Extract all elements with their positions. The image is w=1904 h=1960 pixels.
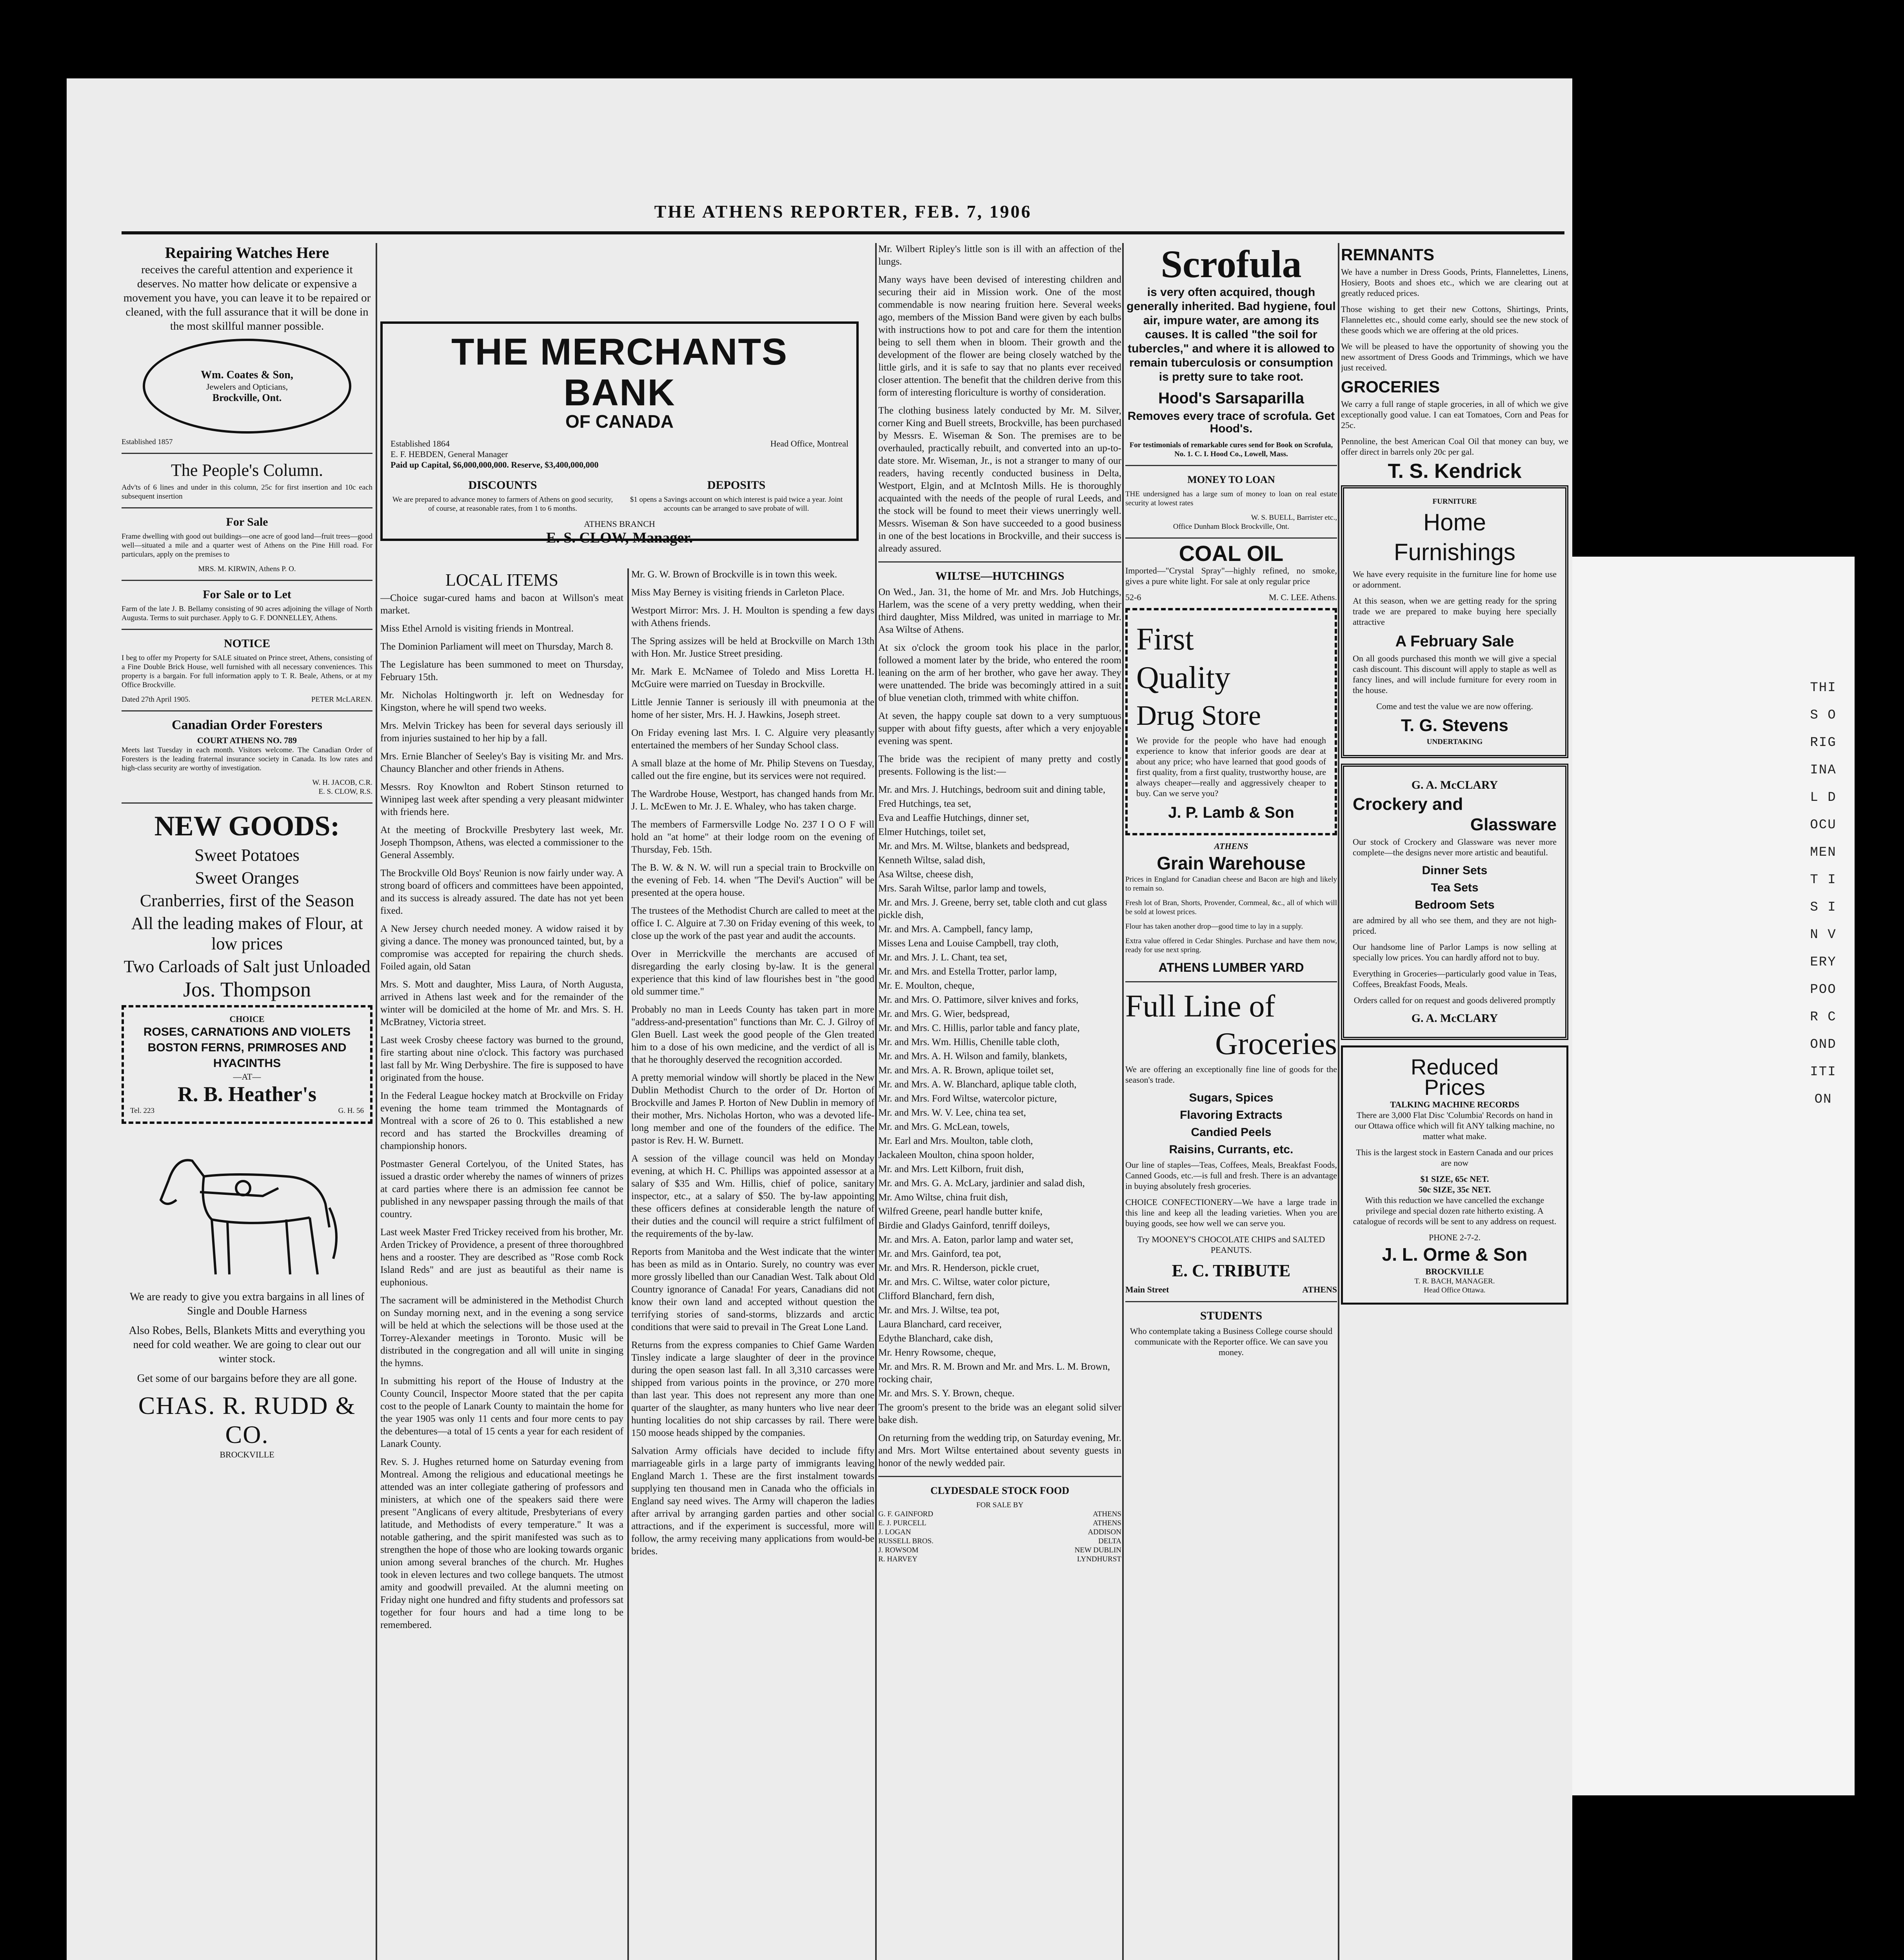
bank-services	[391, 475, 848, 519]
tribute-street: Main Street	[1125, 1285, 1169, 1294]
gift-item: Mr. and Mrs. Ford Wiltse, watercolor picture,	[878, 1093, 1057, 1104]
foresters-sub: COURT ATHENS NO. 789	[197, 735, 297, 745]
tribute-address	[1125, 1284, 1337, 1295]
loan-body: THE undersigned has a large sum of money to loan on real estate security at lowest rates	[1125, 490, 1337, 507]
gift-item: Asa Wiltse, cheese dish,	[878, 869, 974, 880]
orme-office: Head Office Ottawa.	[1424, 1286, 1486, 1294]
gift-item: Elmer Hutchings, toilet set,	[878, 827, 986, 837]
dealer-town: DELTA	[1098, 1537, 1121, 1545]
groceries-item: Candied Peels	[1191, 1126, 1272, 1139]
new-goods-item: Two Carloads of Salt just Unloaded	[124, 957, 371, 976]
discounts-body: We are prepared to advance money to farmers of Athens on good security, of course, at reasonable rates, from 1 to 6 months.	[392, 495, 613, 513]
reduced-sub: TALKING MACHINE RECORDS	[1390, 1100, 1519, 1109]
dealer-town: ATHENS	[1093, 1519, 1121, 1527]
coates-established: Established 1857	[122, 438, 173, 446]
foresters-sign-1: W. H. JACOB, C.R.	[312, 779, 372, 787]
gift-item: Mr. and Mrs. O. Pattimore, silver knives and forks,	[878, 995, 1079, 1005]
heather-flowers: ROSES, CARNATIONS AND VIOLETS BOSTON FERNS, PRIMROSES AND HYACINTHS	[143, 1025, 351, 1070]
divider	[122, 453, 372, 454]
local-item: Over in Merrickville the merchants are accused of disregarding the early closing by-law. It is the general experience that this kind of law flourishes best in "the good old summer time."	[631, 949, 874, 997]
gift-item: Mr. Earl and Mrs. Moulton, table cloth,	[878, 1136, 1033, 1146]
local-item: The trustees of the Methodist Church are called to meet at the office I. C. Alguire at 7.30 on Friday evening of this week, to close up the work of the past year and audit the accounts.	[631, 906, 874, 941]
peoples-column-rates: Adv'ts of 6 lines and under in this column, 25c for first insertion and 10c each subsequent insertion	[122, 483, 372, 501]
news-item: Many ways have been devised of interesting children and securing their aid in Mission work. One of the most commendable is now nearing fruition here. Several weeks ago, members of the Mission Band were given by each bulbs with instructions how to pot and care for them the intention being to sell them when in bloom. Their growth and the development of the flower are being closely watched by the little girls, and it is safe to say that no plants ever received closer attention. The benefit that the children derive from this form of interesting floriculture is worthy of consideration.	[878, 274, 1121, 398]
local-item: Miss Ethel Arnold is visiting friends in Montreal.	[380, 623, 574, 634]
home-heading-1: Home	[1423, 509, 1486, 535]
deposits-heading: DEPOSITS	[707, 479, 766, 492]
mcclary-name-footer: G. A. McCLARY	[1411, 1012, 1498, 1025]
mcclary-item: Bedroom Sets	[1415, 898, 1495, 911]
column-rule	[1122, 243, 1124, 1960]
coates-city: Brockville, Ont.	[212, 392, 282, 403]
column-rule	[376, 243, 377, 1960]
mcclary-ad	[1341, 764, 1568, 1040]
grain-paragraph: Flour has taken another drop—good time to lay in a supply.	[1125, 922, 1303, 931]
gift-item: Mr. and Mrs. A. Eaton, parlor lamp and water set,	[878, 1234, 1074, 1245]
gift-item: Wilfred Greene, pearl handle butter knife,	[878, 1206, 1043, 1217]
dealer-name: J. LOGAN	[878, 1528, 911, 1536]
bank-established: Established 1864	[391, 439, 450, 448]
grain-town: ATHENS	[1214, 841, 1248, 851]
gift-item: Fred Hutchings, tea set,	[878, 799, 971, 809]
groceries-paragraph: We carry a full range of staple groceries, in all of which we give exceptionally good value. I can eat Tomatoes, Corn and Peas for 25c.	[1341, 399, 1568, 430]
dealer-row	[878, 1528, 1121, 1537]
groceries-body: We are offering an exceptionally fine line of goods for the season's trade.	[1125, 1064, 1337, 1085]
remnants-paragraph: We have a number in Dress Goods, Prints, Flannelettes, Linens, Hosiery, Boots and shoes etc., which we are clearing out at greatly reduced prices.	[1341, 267, 1568, 298]
dealer-town: ATHENS	[1093, 1510, 1121, 1518]
bank-manager: E. F. HEBDEN, General Manager	[391, 449, 508, 459]
gift-item: Mr. and Mrs. C. Hillis, parlor table and fancy plate,	[878, 1023, 1080, 1033]
notice-date: Dated 27th April 1905.	[122, 695, 191, 704]
home-paragraph: On all goods purchased this month we will give a special cash discount. This discount will apply to staple as well as fancy lines, and will include furniture for every room in the house.	[1353, 653, 1557, 695]
groceries-heading: GROCERIES	[1341, 377, 1440, 396]
local-item: The members of Farmersville Lodge No. 237 I O O F will hold an "at home" at their lodge room on the evening of Thursday, Feb. 15th.	[631, 819, 874, 855]
grain-paragraph: Extra value offered in Cedar Shingles. Purchase and have them now, ready for use next spring.	[1125, 937, 1337, 954]
divider	[1125, 981, 1337, 982]
local-item: The Dominion Parliament will meet on Thursday, March 8.	[380, 641, 613, 652]
wedding-paragraph: On Wed., Jan. 31, the home of Mr. and Mrs. Job Hutchings, Harlem, was the scene of a very pretty wedding, when their third daughter, Miss Mildred, was united in marriage to Mr. Asa Wiltse of Athens.	[878, 587, 1121, 635]
new-goods-item: Sweet Potatoes	[194, 846, 300, 865]
undertaking-label: UNDERTAKING	[1426, 738, 1483, 746]
new-goods-heading: NEW GOODS:	[154, 810, 340, 842]
divider	[1125, 537, 1337, 539]
dealer-town: NEW DUBLIN	[1074, 1546, 1121, 1554]
dealer-row	[878, 1537, 1121, 1546]
dealer-row	[878, 1546, 1121, 1555]
gift-item: Mr. and Mrs. R. Henderson, pickle cruet,	[878, 1263, 1039, 1273]
gift-item: Mr. E. Moulton, cheque,	[878, 980, 975, 991]
watch-ad-body: receives the careful attention and experience it deserves. No matter how delicate or expensive a movement you have, you can leave it to be repaired or cleaned, with the full assurance that it will be done in the most skillful manner possible.	[123, 263, 371, 332]
for-let-heading: For Sale or to Let	[203, 588, 291, 601]
groceries-item: Sugars, Spices	[1189, 1091, 1274, 1104]
watch-ad-heading: Repairing Watches Here	[165, 244, 329, 261]
new-goods-item: All the leading makes of Flour, at low prices	[131, 914, 363, 953]
remnants-heading: REMNANTS	[1341, 245, 1434, 264]
home-heading-2: Furnishings	[1393, 539, 1516, 565]
reduced-heading-1: Reduced	[1410, 1054, 1499, 1079]
local-item: Mrs. S. Mott and daughter, Miss Laura, of North Augusta, arrived in Athens last week and for the remainder of the winter will be domiciled at the home of Mr. and Mrs. S. H. McBratney, Victoria street.	[380, 979, 623, 1027]
condition-note: THIS ORIGINAL DOCUMENT IS IN VERY POOR CONDITION	[1810, 681, 1837, 1107]
remnants-paragraph: Those wishing to get their new Cottons, Shirtings, Prints, Flannelettes etc., should come early, should see the new stock of these goods which we are offering at the old prices.	[1341, 304, 1568, 335]
for-sale-heading: For Sale	[226, 515, 268, 528]
column-rule	[1338, 243, 1339, 1960]
mcclary-paragraph: Our stock of Crockery and Glassware was never more complete—the designs never more artistic and beautiful.	[1353, 837, 1557, 857]
home-paragraph: We have every requisite in the furniture line for home use or adornment.	[1353, 569, 1557, 590]
coal-oil-ref: 52-6	[1125, 592, 1141, 602]
new-goods-item: Sweet Oranges	[195, 868, 299, 887]
heather-name: R. B. Heather's	[178, 1082, 316, 1106]
home-furnishings-ad	[1341, 485, 1568, 758]
masthead: THE ATHENS REPORTER, FEB. 7, 1906	[122, 196, 1564, 234]
grain-heading: Grain Warehouse	[1157, 853, 1306, 873]
merchants-bank-ad	[380, 321, 859, 546]
mcclary-paragraph: are admired by all who see them, and they are not high-priced.	[1353, 915, 1557, 936]
coal-oil-footer	[1125, 592, 1337, 603]
gift-item: Mr. and Mrs. G. McLean, towels,	[878, 1122, 1010, 1132]
divider	[1125, 1301, 1337, 1302]
gift-item: Mr. and Mrs. J. L. Chant, tea set,	[878, 952, 1007, 963]
deposits-body: $1 opens a Savings account on which interest is paid twice a year. Joint accounts can be arranged to save probate of will.	[630, 495, 843, 513]
notice-heading: NOTICE	[223, 637, 271, 650]
remnants-paragraph: We will be pleased to have the opportunity of showing you the new assortment of Dress Goods and Trimmings, which we have just received.	[1341, 341, 1568, 372]
students-body: Who contemplate taking a Business College course should communicate with the Reporter office. We can save you money.	[1130, 1326, 1333, 1357]
local-item: Mrs. Ernie Blancher of Seeley's Bay is visiting Mr. and Mrs. Chauncy Blancher and other friends in Athens.	[380, 751, 623, 774]
local-item: Reports from Manitoba and the West indicate that the winter has been as mild as in Ontario. Surely, no country was ever more grossly libelled than our Canadian West. Talk about Old Country ignorance of Canada! For years, Canadians did not know their own land and accepted without question the terrifying stories of sand-storms, blizzards and arctic conditions that were said to prevail in The Great Lone Land.	[631, 1247, 874, 1332]
divider	[122, 802, 372, 804]
groceries-paragraph: Pennoline, the best American Coal Oil that money can buy, we offer direct in barrels only 20c per gal.	[1341, 436, 1568, 457]
local-item: A small blaze at the home of Mr. Philip Stevens on Tuesday, called out the fire engine, but its services were not required.	[631, 758, 874, 781]
students-heading: STUDENTS	[1200, 1309, 1263, 1322]
gift-item: Mr. and Mrs. M. Wiltse, blankets and bedspread,	[878, 841, 1070, 851]
furniture-label: FURNITURE	[1432, 497, 1477, 506]
rudd-body: We are ready to give you extra bargains in all lines of Single and Double Harness	[129, 1291, 365, 1317]
groceries-heading-1: Full Line of	[1125, 989, 1275, 1024]
dealer-name: G. F. GAINFORD	[878, 1510, 933, 1518]
local-item: The Legislature has been summoned to meet on Thursday, February 15th.	[380, 659, 623, 682]
coal-oil-body: Imported—"Crystal Spray"—highly refined, no smoke, gives a pure white light. For sale at only regular price	[1125, 566, 1337, 586]
scrofula-body: is very often acquired, though generally inherited. Bad hygiene, foul air, impure water, are among its causes. It is called "the soil for tubercles," and where it is allowed to remain tuberculosis or consumption is pretty sure to take root.	[1126, 286, 1336, 383]
orme-city: BROCKVILLE	[1425, 1267, 1484, 1276]
newspaper-page	[67, 78, 1572, 1960]
heather-contacts	[130, 1106, 364, 1115]
drug-heading-1: First	[1136, 622, 1194, 657]
gift-item: Mr. and Mrs. A. R. Brown, aplique toilet set,	[878, 1065, 1054, 1076]
local-item: The Wardrobe House, Westport, has changed hands from Mr. J. L. McEwen to Mr. J. E. Whaley, who has taken charge.	[631, 789, 874, 812]
foresters-body: Meets last Tuesday in each month. Visitors welcome. The Canadian Order of Foresters is the leading fraternal insurance society in Canada. Its low rates and high-class security are worthy of investigation.	[122, 746, 372, 772]
gift-item: Birdie and Gladys Gainford, tenriff doileys,	[878, 1220, 1050, 1231]
news-item: The clothing business lately conducted by Mr. M. Silver, corner King and Buell streets, Brockville, has been purchased by Messrs. E. Wiseman & Son. The premises are to be overhauled, practically rebuilt, and converted into an up-to-date store. Mr. Wiseman, Jr., is not a stranger to many of our readers, having recently conducted business in Delta, Westport, Elgin, and at McIntosh Mills. He is thoroughly acquainted with the needs of the people of rural Leeds, and the stock will be found to meet their views unerringly well. Messrs. Wiseman & Son have succeeded to a good business in one of the best locations in Brockville, and their success is already assured.	[878, 405, 1121, 554]
grain-paragraph: Prices in England for Canadian cheese and Bacon are high and likely to remain so.	[1125, 875, 1337, 893]
gift-item: Mr. and Mrs. J. Greene, berry set, table cloth and cut glass pickle dish,	[878, 897, 1107, 920]
gift-item: Mr. and Mrs. and Estella Trotter, parlor lamp,	[878, 966, 1057, 977]
divider	[1125, 465, 1337, 466]
bank-branch: ATHENS BRANCH	[584, 519, 655, 529]
notice-sign: PETER McLAREN.	[311, 695, 372, 704]
home-paragraph: Come and test the value we are now offering.	[1376, 701, 1533, 711]
bank-deposits	[624, 475, 848, 519]
divider	[122, 629, 372, 630]
dealer-name: J. ROWSOM	[878, 1546, 919, 1554]
column-rule	[875, 243, 877, 1960]
for-let-body: Farm of the late J. B. Bellamy consisting of 90 acres adjoining the village of North Augusta. Terms to suit purchaser. Apply to G. F. DONNELLEY, Athens.	[122, 605, 372, 622]
local-item: Postmaster General Cortelyou, of the United States, has issued a drastic order whereby the names of winners of prizes at card parties where there is an admission fee cannot be published in any newspaper passing through the mails of that country.	[380, 1159, 623, 1220]
reduced-prices-ad	[1341, 1045, 1568, 1305]
horse-harness-illustration	[145, 1129, 349, 1286]
clydesdale-sub: FOR SALE BY	[976, 1501, 1024, 1509]
notice-body: I beg to offer my Property for SALE situated on Prince street, Athens, consisting of a Fine Double Brick House, well furnished with all necessary conveniences. This property is a bargain. For full information apply to T. R. Beale, Athens, or at my Office Brockville.	[122, 654, 372, 689]
divider	[878, 1476, 1121, 1477]
gift-item: Mr. and Mrs. J. Wiltse, tea pot,	[878, 1305, 999, 1316]
heather-choice: CHOICE	[229, 1014, 265, 1024]
divider	[878, 561, 1121, 563]
gift-item: Kenneth Wiltse, salad dish,	[878, 855, 985, 866]
dealer-name: E. J. PURCELL	[878, 1519, 927, 1527]
wedding-paragraph: The bride was the recipient of many pretty and costly presents. Following is the list:—	[878, 754, 1121, 777]
dealer-row	[878, 1555, 1121, 1564]
tribute-name: E. C. TRIBUTE	[1172, 1261, 1291, 1280]
dealer-town: LYNDHURST	[1077, 1555, 1121, 1563]
local-items-column-a	[380, 568, 623, 1960]
foresters-heading: Canadian Order Foresters	[171, 718, 323, 732]
gift-item: Edythe Blanchard, cake dish,	[878, 1333, 993, 1344]
local-item: A New Jersey church needed money. A widow raised it by giving a dance. The money was pronounced tainted, but, by a compromise was accepted for repairing the church sheds. Foiled again, old Satan	[380, 924, 623, 972]
local-item: —Choice sugar-cured hams and bacon at Willson's meat market.	[380, 593, 623, 616]
drug-body: We provide for the people who have had enough experience to know that inferior goods are dear at about any price; who have learned that good goods of first quality, from a first quality, trustworthy house, are always cheaper—really and aggressively cheaper to buy. Can we serve you?	[1136, 735, 1326, 798]
gift-item: Mr. and Mrs. A. H. Wilson and family, blankets,	[878, 1051, 1067, 1062]
new-goods-item: Cranberries, first of the Season	[140, 891, 354, 910]
reduced-paragraph: This is the largest stock in Eastern Canada and our prices are now	[1356, 1147, 1553, 1168]
gift-item: Mr. and Mrs. G. A. McLary, jardinier and salad dish,	[878, 1178, 1085, 1189]
local-item: A session of the village council was held on Monday evening, at which H. C. Phillips was appointed assessor at a salary of $35 and Wm. Hillis, chief of police, sanitary inspector, etc., at a salary of $50. The by-law appointing these officers defines at considerable length the nature of their duties and the council will require a strict fulfilment of the requirements of the by-law.	[631, 1153, 874, 1239]
bank-title: THE MERCHANTS BANK	[451, 331, 788, 414]
local-item: At the meeting of Brockville Presbytery last week, Mr. Joseph Thompson, Athens, was elected a commissioner to the General Assembly.	[380, 825, 623, 860]
document-condition-flap	[1572, 557, 1855, 1795]
coal-oil-sign: M. C. LEE. Athens.	[1268, 592, 1337, 602]
local-item: Rev. S. J. Hughes returned home on Saturday evening from Montreal. Among the religious and educational meetings he attended was an inter collegiate gathering of professors and ministers, at which one of the speakers said there were present "Anglicans of every altitude, Presbyterians of every latitude, and Methodists of every temperature." It was a notable gathering, and the spirit manifested was such as to strengthen the hope of those who are looking towards organic union among several branches of the church. Mr. Hughes took in eleven lectures and two college banquets. The utmost amity and goodwill prevailed. At the alumni meeting on Friday night one hundred and fifty students and professors sat together for four hours and had a time long to be remembered.	[380, 1457, 623, 1630]
scrofula-heading: Scrofula	[1161, 243, 1302, 286]
mcclary-paragraph: Everything in Groceries—particularly good value in Teas, Coffees, Breakfast Foods, Meals.	[1353, 969, 1557, 989]
loan-sign: W. S. BUELL, Barrister etc.,	[1251, 514, 1337, 522]
new-goods-sign: Jos. Thompson	[183, 978, 311, 1001]
divider	[122, 710, 372, 711]
wedding-paragraph: The groom's present to the bride was an elegant solid silver bake dish.	[878, 1402, 1121, 1425]
rudd-name: CHAS. R. RUDD & CO.	[138, 1392, 356, 1448]
heather-ad	[122, 1005, 372, 1124]
gift-item: Mr. and Mrs. S. Y. Brown, cheque.	[878, 1388, 1015, 1399]
reduced-paragraph: There are 3,000 Flat Disc 'Columbia' Records on hand in our Ottawa office which will fit ANY talking machine, no matter what make.	[1355, 1110, 1555, 1141]
gift-item: Mr. and Mrs. W. V. Lee, china tea set,	[878, 1107, 1026, 1118]
local-item: The sacrament will be administered in the Methodist Church on Sunday morning next, and in the evening a song service will be held at which the selections will be those used at the Torrey-Alexander meetings in Toronto. Music will be distributed in the congregation and all will unite in singing the hymns.	[380, 1295, 623, 1368]
gift-item: Jackaleen Moulton, china spoon holder,	[878, 1150, 1034, 1160]
mcclary-item: Dinner Sets	[1422, 864, 1488, 877]
price-2: 50c SIZE, 35c NET.	[1418, 1185, 1491, 1194]
rudd-body-2: Also Robes, Bells, Blankets Mitts and everything you need for cold weather. We are going to clear out our winter stock.	[129, 1325, 365, 1365]
groceries-paragraph: Our line of staples—Teas, Coffees, Meals, Breakfast Foods, Canned Goods, etc.—is full and fresh. There is an advantage in buying absolutely fresh groceries.	[1125, 1160, 1337, 1191]
foresters-sign-2: E. S. CLOW, R.S.	[318, 788, 372, 796]
local-item: Messrs. Roy Knowlton and Robert Stinson returned to Winnipeg last week after spending a very pleasant midwinter with friends here.	[380, 782, 623, 817]
drug-sign: J. P. Lamb & Son	[1168, 804, 1294, 821]
february-sale: A February Sale	[1395, 633, 1514, 650]
gift-item: Clifford Blanchard, fern dish,	[878, 1291, 994, 1301]
local-items-heading: LOCAL ITEMS	[445, 570, 559, 590]
coates-logo	[143, 339, 351, 434]
dealer-row	[878, 1519, 1121, 1528]
groceries-paragraph: Try MOONEY'S CHOCOLATE CHIPS and SALTED PEANUTS.	[1137, 1234, 1325, 1255]
reduced-paragraph: With this reduction we have cancelled the exchange privilege and special dozen rate hitherto existing. A catalogue of records will be sent to any address on request.	[1353, 1195, 1557, 1226]
gift-item: Misses Lena and Louise Campbell, tray cloth,	[878, 938, 1059, 949]
coal-oil-heading: COAL OIL	[1179, 541, 1284, 566]
groceries-paragraph: CHOICE CONFECTIONERY—We have a large trade in this line and keep all the leading varieties. When you are buying goods, see how well we can serve you.	[1125, 1197, 1337, 1228]
dealer-name: R. HARVEY	[878, 1555, 917, 1563]
for-sale-body: Frame dwelling with good out buildings—one acre of good land—fruit trees—good well—situated a mile and a quarter west of Athens on the Pine Hill road. For particulars, apply on the premises to	[122, 532, 372, 559]
local-item: Little Jennie Tanner is seriously ill with pneumonia at the home of her sister, Mrs. H. J. Hawkins, Joseph street.	[631, 697, 874, 720]
local-item: Mr. G. W. Brown of Brockville is in town this week.	[631, 569, 837, 580]
gift-item: Mr. and Mrs. A. Campbell, fancy lamp,	[878, 924, 1033, 935]
rudd-city: BROCKVILLE	[220, 1450, 274, 1459]
local-item: Returns from the express companies to Chief Game Warden Tinsley indicate a large slaughter of deer in the province during the open season last fall. In all 3,310 carcasses were shipped from various points in the province, or 270 more than last year. This does not represent any more than one quarter of the slaughter, as many hunters who live near deer hunting localities do not ship carcasses by rail. There were 150 moose heads shipped by the companies.	[631, 1340, 874, 1438]
local-item: Salvation Army officials have decided to include fifty marriageable girls in a large party of immigrants leaving England March 1. These are the first instalment towards supplying ten thousand men in Canada who the officials in England say need wives. The Army will chaperon the ladies after arrival by arranging garden parties and other social attractions, and if the experiment is successful, more will follow, the army receiving many applications from would-be brides.	[631, 1446, 874, 1557]
gift-item: Mr. Henry Rowsome, cheque,	[878, 1347, 996, 1358]
local-item: Mr. Nicholas Holtingworth jr. left on Wednesday for Kingston, where he will spend two weeks.	[380, 690, 623, 713]
local-item: Westport Mirror: Mrs. J. H. Moulton is spending a few days with Athens friends.	[631, 605, 874, 628]
mcclary-name: G. A. McCLARY	[1411, 779, 1498, 791]
local-item: Mrs. Melvin Trickey has been for several days seriously ill from injuries sustained to her hip by a fall.	[380, 720, 623, 744]
local-item: The B. W. & N. W. will run a special train to Brockville on the evening of Feb. 14. when "The Devil's Auction" will be presented at the opera house.	[631, 862, 874, 898]
hoods-heading: Hood's Sarsaparilla	[1158, 390, 1304, 407]
gift-item: Laura Blanchard, card receiver,	[878, 1319, 1002, 1330]
dealer-name: RUSSELL BROS.	[878, 1537, 934, 1545]
gift-item: Mr. and Mrs. G. Wier, bedspread,	[878, 1009, 1010, 1019]
gift-item: Mr. and Mrs. R. M. Brown and Mr. and Mrs. L. M. Brown, rocking chair,	[878, 1361, 1110, 1385]
gift-item: Mr. and Mrs. Gainford, tea pot,	[878, 1249, 1001, 1259]
column-3	[878, 243, 1121, 1960]
loan-office: Office Dunham Block Brockville, Ont.	[1173, 523, 1290, 531]
hoods-fine-print: For testimonials of remarkable cures send for Book on Scrofula, No. 1. C. I. Hood Co., Lowell, Mass.	[1129, 441, 1333, 458]
wedding-paragraph: At seven, the happy couple sat down to a very sumptuous supper with about fifty guests, after which a very enjoyable evening was spent.	[878, 711, 1121, 746]
home-paragraph: At this season, when we are getting ready for the spring trade we are prepared to make buying here specially attractive	[1353, 596, 1557, 627]
clydesdale-heading: CLYDESDALE STOCK FOOD	[930, 1485, 1069, 1496]
news-item: Mr. Wilbert Ripley's little son is ill with an affection of the lungs.	[878, 244, 1121, 267]
local-item: Last week Master Fred Trickey received from his brother, Mr. Arden Trickey of Providence, a present of three thoroughbred hens and a rooster. They are described as "Rose comb Rock Island Reds" and are just as beautiful as their name is euphonious.	[380, 1227, 623, 1288]
bank-info-row	[391, 438, 848, 449]
local-item: The Spring assizes will be held at Brockville on March 13th with Hon. Mr. Justice Street presiding.	[631, 636, 874, 659]
gift-item: Mr. and Mrs. J. Hutchings, bedroom suit and dining table,	[878, 784, 1106, 795]
local-item: Probably no man in Leeds County has taken part in more "address-and-presentation" functions than Mr. C. J. Gilroy of Glen Buell. Last week the good people of the Glen treated him to a dose of his own medicine, and the verdict of all is that he thoroughly deserved the recognition accorded.	[631, 1004, 874, 1065]
bank-subtitle: OF CANADA	[565, 411, 674, 432]
drug-store-ad	[1125, 608, 1337, 835]
gift-item: Mr. and Mrs. Lett Kilborn, fruit dish,	[878, 1164, 1024, 1174]
groceries-heading-2: Groceries	[1215, 1027, 1337, 1061]
orme-manager: T. R. BACH, MANAGER.	[1414, 1277, 1495, 1285]
column-4	[1125, 243, 1337, 1960]
peoples-column-heading: The People's Column.	[171, 461, 323, 480]
tribute-town: ATHENS	[1302, 1285, 1337, 1294]
mcclary-paragraph: Orders called for on request and goods delivered promptly	[1354, 995, 1556, 1005]
stevens-sign: T. G. Stevens	[1401, 716, 1508, 735]
gift-item: Mr. and Mrs. A. W. Blanchard, aplique table cloth,	[878, 1079, 1077, 1090]
divider	[122, 580, 372, 581]
gift-item: Mr. and Mrs. Wm. Hillis, Chenille table cloth,	[878, 1037, 1059, 1047]
drug-heading-2: Quality	[1136, 661, 1230, 695]
bank-capital: Paid up Capital, $6,000,000,000. Reserve, $3,400,000,000	[391, 460, 599, 470]
column-rule	[627, 568, 629, 1960]
bank-discounts	[391, 475, 615, 519]
dealer-town: ADDISON	[1088, 1528, 1121, 1536]
rudd-body-3: Get some of our bargains before they are all gone.	[137, 1372, 357, 1385]
local-item: Last week Crosby cheese factory was burned to the ground, fire starting about nine o'clock. This factory was purchased last fall by Mr. Wing Derbyshire. The fire is supposed to have originated from the house.	[380, 1035, 623, 1083]
for-sale-sign: MRS. M. KIRWIN, Athens P. O.	[198, 565, 296, 573]
notice-footer	[122, 695, 372, 704]
gift-list	[878, 784, 1121, 1400]
heather-at: —AT—	[233, 1072, 261, 1082]
column-5	[1341, 243, 1568, 1960]
reduced-heading-2: Prices	[1424, 1075, 1485, 1100]
mcclary-paragraph: Our handsome line of Parlor Lamps is now selling at specially low prices. You can hardly afford not to buy.	[1353, 942, 1557, 962]
lumber-yard: ATHENS LUMBER YARD	[1158, 960, 1304, 975]
groceries-item: Raisins, Currants, etc.	[1169, 1143, 1294, 1156]
local-item: A pretty memorial window will shortly be placed in the New Dublin Methodist Church to the order of Dr. Horton of Brockville and James P. Horton of New Dublin in memory of their mother, Mrs. Nicholas Horton, who was a devoted life-long member and one of the founders of the edifice. The pastor is Rev. H. W. Burnett.	[631, 1073, 874, 1146]
bank-branch-manager: E. S. CLOW, Manager.	[546, 530, 693, 546]
hoods-body: Removes every trace of scrofula. Get Hood's.	[1127, 410, 1335, 435]
local-item: In submitting his report of the House of Industry at the County Council, Inspector Moore stated that the per capita cost to the people of Lanark County to maintain the home for the year 1905 was only 11 cents and four more cents to pay the debentures—a total of 15 cents a year for each resident of Lanark County.	[380, 1376, 623, 1449]
grain-paragraph: Fresh lot of Bran, Shorts, Provender, Cornmeal, &c., all of which will be sold at lowest prices.	[1125, 899, 1337, 916]
wedding-heading: WILTSE—HUTCHINGS	[935, 570, 1065, 583]
wedding-paragraph: On returning from the wedding trip, on Saturday evening, Mr. and Mrs. Mort Wiltse entertained about seventy guests in honor of the newly wedded pair.	[878, 1433, 1121, 1468]
divider	[122, 507, 372, 508]
orme-name: J. L. Orme & Son	[1382, 1244, 1528, 1265]
heather-tel: Tel. 223	[130, 1107, 154, 1115]
dealer-row	[878, 1510, 1121, 1519]
local-item: In the Federal League hockey match at Brockville on Friday evening the home team trimmed the Montagnards of Montreal with a score of 26 to 0. This established a new record and has started the Brockvilles dreaming of championship honors.	[380, 1091, 623, 1151]
discounts-heading: DISCOUNTS	[468, 479, 537, 492]
local-item: Mr. Mark E. McNamee of Toledo and Miss Loretta H. McGuire were married on Tuesday in Brockville.	[631, 666, 874, 690]
local-item: Miss May Berney is visiting friends in Carleton Place.	[631, 587, 845, 598]
gift-item: Mr. Amo Wiltse, china fruit dish,	[878, 1192, 1008, 1203]
coates-name: Wm. Coates & Son,	[201, 368, 293, 381]
reduced-phone: PHONE 2-7-2.	[1429, 1232, 1481, 1242]
gift-item: Mr. and Mrs. C. Wiltse, water color picture,	[878, 1277, 1050, 1287]
groceries-item: Flavoring Extracts	[1180, 1109, 1283, 1122]
price-1: $1 SIZE, 65c NET.	[1420, 1174, 1489, 1184]
mcclary-heading-1: Crockery and	[1353, 795, 1463, 814]
mcclary-heading-2: Glassware	[1470, 815, 1557, 834]
heather-gh: G. H. 56	[338, 1107, 364, 1115]
loan-heading: MONEY TO LOAN	[1187, 474, 1275, 485]
local-item: On Friday evening last Mrs. I. C. Alguire very pleasantly entertained the members of her Sunday School class.	[631, 728, 874, 751]
column-1	[122, 243, 372, 1960]
gift-item: Eva and Leaffie Hutchings, dinner set,	[878, 813, 1029, 823]
local-items-column-b	[631, 568, 874, 1960]
gift-item: Mrs. Sarah Wiltse, parlor lamp and towels,	[878, 883, 1046, 894]
local-item: The Brockville Old Boys' Reunion is now fairly under way. A strong board of officers and committees have been appointed, and its success is already assured. The date has not yet been fixed.	[380, 868, 623, 916]
drug-heading-3: Drug Store	[1136, 700, 1261, 731]
wedding-paragraph: At six o'clock the groom took his place in the parlor, followed a moment later by the bride, who entered the room leaning on the arm of her brother, who gave her away. They were unattended. The bride was becomingly attired in a suit of blue venetian cloth, trimmed with white chiffon.	[878, 642, 1121, 703]
kendrick-sign: T. S. Kendrick	[1388, 460, 1522, 483]
bank-office: Head Office, Montreal	[770, 439, 848, 448]
mcclary-item: Tea Sets	[1431, 881, 1479, 894]
coates-sub: Jewelers and Opticians,	[206, 381, 288, 392]
